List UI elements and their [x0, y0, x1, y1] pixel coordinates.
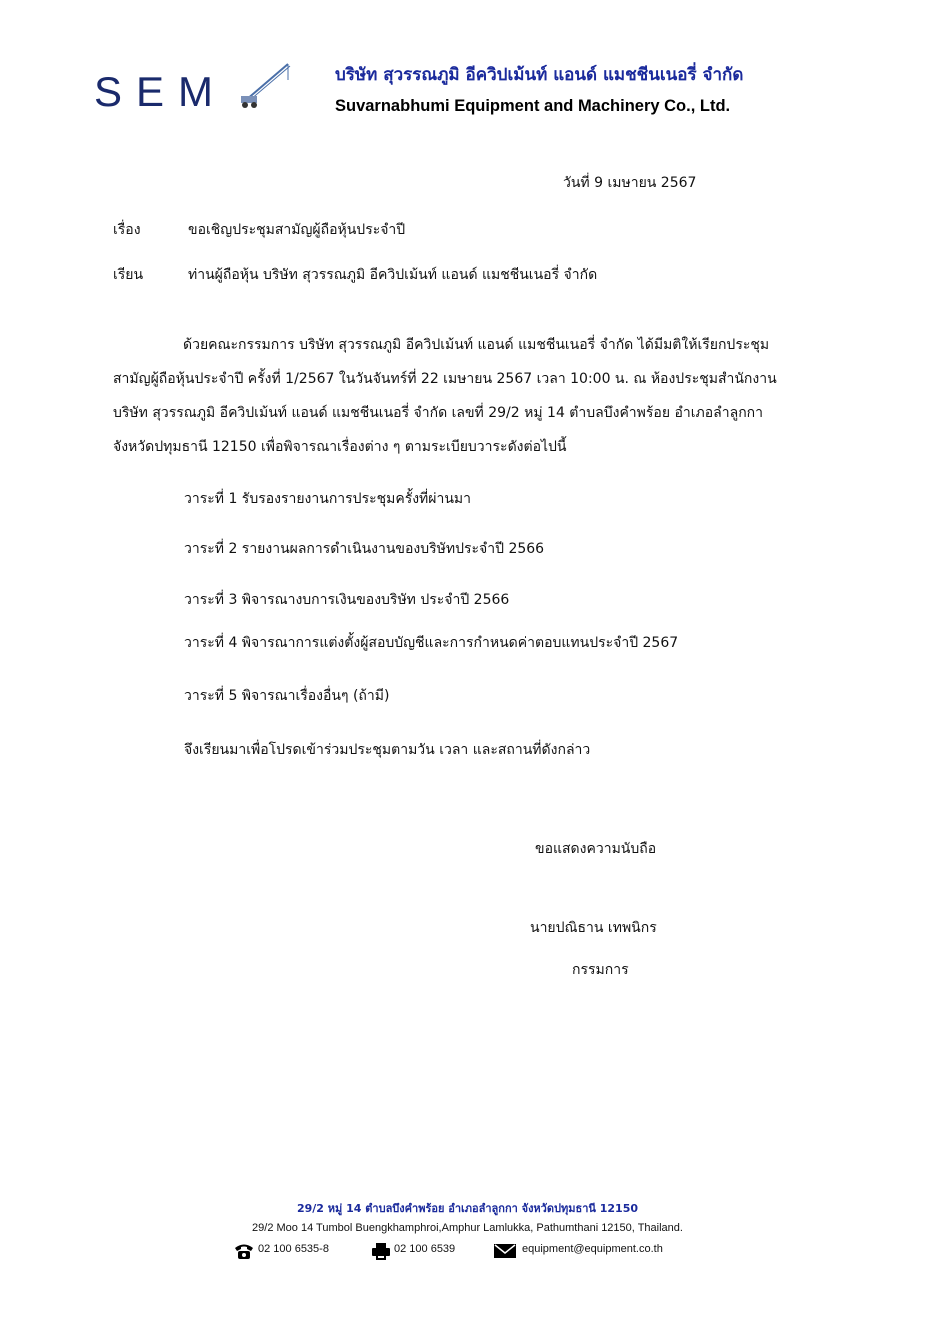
- crane-icon: [238, 60, 294, 110]
- closing-text: จึงเรียนมาเพื่อโปรดเข้าร่วมประชุมตามวัน เวลา และสถานที่ดังกล่าว: [184, 742, 591, 758]
- subject-label: เรื่อง: [113, 222, 141, 238]
- body-line: บริษัท สุวรรณภูมิ อีควิปเม้นท์ แอนด์ แมชชีนเนอรี่ จำกัด เลขที่ 29/2 หมู่ 14 ตำบลบึงคำพร้อย อำเภอลำลูกกา: [113, 405, 764, 421]
- signer-position: กรรมการ: [572, 962, 629, 978]
- subject-text: ขอเชิญประชุมสามัญผู้ถือหุ้นประจำปี: [188, 222, 406, 238]
- body-paragraph: [113, 335, 825, 471]
- letter-date: วันที่ 9 เมษายน 2567: [563, 175, 697, 191]
- footer-address-thai: 29/2 หมู่ 14 ตำบลบึงคำพร้อย อำเภอลำลูกกา จังหวัดปทุมธานี 12150: [296, 1202, 639, 1215]
- company-name-thai: บริษัท สุวรรณภูมิ อีควิปเม้นท์ แอนด์ แมชชีนเนอรี่ จำกัด: [335, 65, 744, 85]
- footer-address-english: 29/2 Moo 14 Tumbol Buengkhamphroi,Amphur Lamlukka, Pathumthani 12150, Thailand.: [252, 1222, 683, 1234]
- footer-fax: 02 100 6539: [394, 1243, 456, 1255]
- company-name-english: Suvarnabhumi Equipment and Machinery Co., Ltd.: [335, 97, 731, 115]
- recipient-text: ท่านผู้ถือหุ้น บริษัท สุวรรณภูมิ อีควิปเม้นท์ แอนด์ แมชชีนเนอรี่ จำกัด: [188, 267, 598, 283]
- agenda-item-5: วาระที่ 5 พิจารณาเรื่องอื่นๆ (ถ้ามี): [184, 688, 390, 704]
- fax-icon: [370, 1242, 392, 1260]
- body-line: ด้วยคณะกรรมการ บริษัท สุวรรณภูมิ อีควิปเม้นท์ แอนด์ แมชชีนเนอรี่ จำกัด ได้มีมติให้เรียกประชุม: [183, 337, 770, 353]
- regards-text: ขอแสดงความนับถือ: [535, 841, 657, 857]
- agenda-item-2: วาระที่ 2 รายงานผลการดำเนินงานของบริษัทประจำปี 2566: [184, 541, 545, 557]
- phone-icon: [233, 1242, 255, 1260]
- mail-icon: [493, 1242, 517, 1260]
- signer-name: นายปณิธาน เทพนิกร: [530, 920, 657, 936]
- body-line: สามัญผู้ถือหุ้นประจำปี ครั้งที่ 1/2567 ในวันจันทร์ที่ 22 เมษายน 2567 เวลา 10:00 น. ณ ห้องประชุมสำนักงาน: [113, 371, 777, 387]
- agenda-item-3: วาระที่ 3 พิจารณางบการเงินของบริษัท ประจำปี 2566: [184, 592, 510, 608]
- agenda-item-4: วาระที่ 4 พิจารณาการแต่งตั้งผู้สอบบัญชีและการกำหนดค่าตอบแทนประจำปี 2567: [184, 635, 679, 651]
- agenda-item-1: วาระที่ 1 รับรองรายงานการประชุมครั้งที่ผ่านมา: [184, 491, 472, 507]
- footer-phone: 02 100 6535-8: [258, 1243, 329, 1255]
- body-line: จังหวัดปทุมธานี 12150 เพื่อพิจารณาเรื่องต่าง ๆ ตามระเบียบวาระดังต่อไปนี้: [113, 439, 567, 455]
- company-logo-text: SEM: [94, 68, 228, 115]
- footer-email: equipment@equipment.co.th: [522, 1243, 663, 1255]
- recipient-label: เรียน: [113, 267, 144, 283]
